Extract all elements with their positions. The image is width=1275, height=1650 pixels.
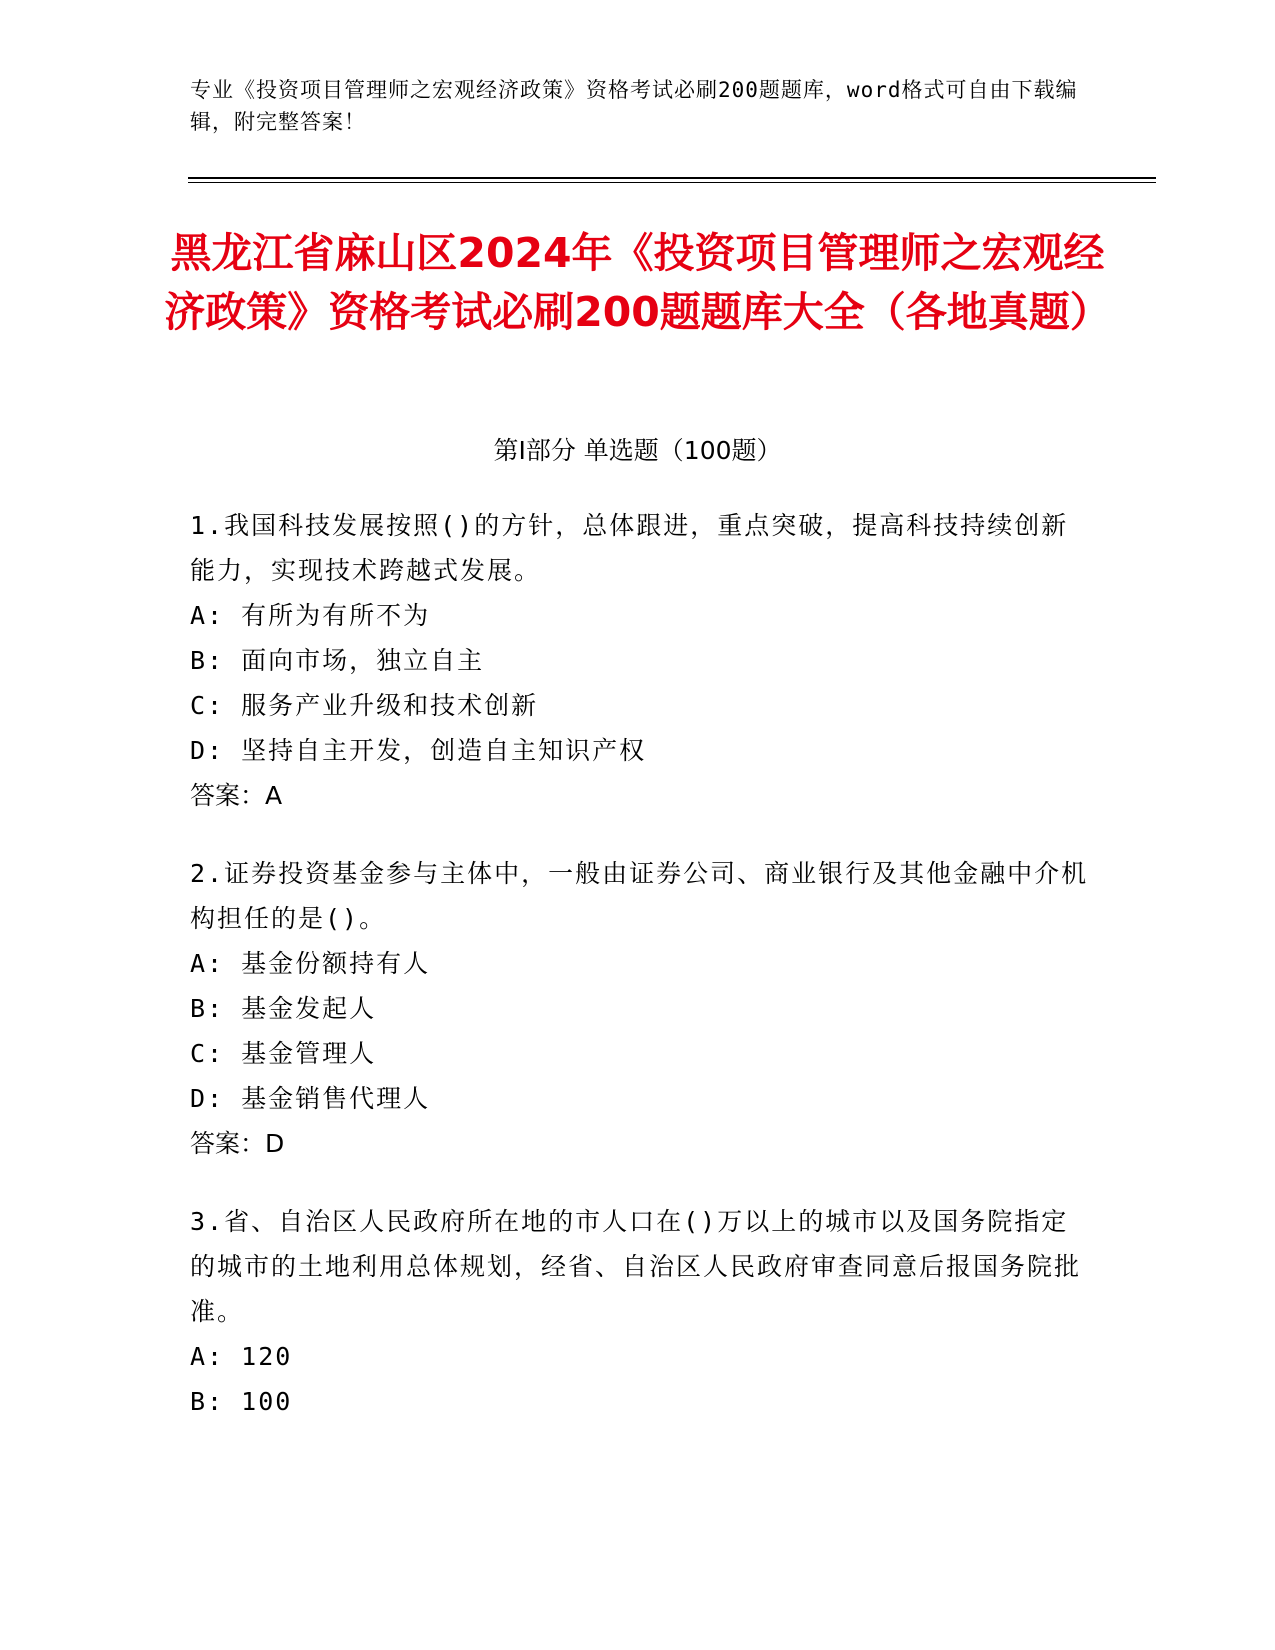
option-d: D: 基金销售代理人 xyxy=(190,1084,431,1113)
answer: 答案：A xyxy=(190,781,283,810)
question-1 xyxy=(190,503,1090,818)
document-title: 黑龙江省麻山区2024年《投资项目管理师之宏观经济政策》资格考试必刷200题题库大全（各地真题） xyxy=(164,229,1111,336)
option-d: D: 坚持自主开发，创造自主知识产权 xyxy=(190,736,647,765)
header-divider-thick xyxy=(188,177,1156,179)
question-text: 3.省、自治区人民政府所在地的市人口在()万以上的城市以及国务院指定的城市的土地利用总体规划，经省、自治区人民政府审查同意后报国务院批准。 xyxy=(190,1207,1082,1326)
option-a: A: 120 xyxy=(190,1342,293,1371)
option-b: B: 100 xyxy=(190,1387,293,1416)
option-b: B: 基金发起人 xyxy=(190,994,377,1023)
question-text: 1.我国科技发展按照()的方针，总体跟进，重点突破，提高科技持续创新能力，实现技术跨越式发展。 xyxy=(190,511,1069,585)
option-a: A: 有所为有所不为 xyxy=(190,601,431,630)
question-2 xyxy=(190,851,1090,1166)
option-c: C: 服务产业升级和技术创新 xyxy=(190,691,539,720)
option-b: B: 面向市场，独立自主 xyxy=(190,646,485,675)
question-3 xyxy=(190,1199,1090,1424)
section-heading: 第I部分 单选题（100题） xyxy=(493,436,782,465)
question-text: 2.证券投资基金参与主体中，一般由证券公司、商业银行及其他金融中介机构担任的是()。 xyxy=(190,859,1089,933)
answer: 答案：D xyxy=(190,1129,285,1158)
option-a: A: 基金份额持有人 xyxy=(190,949,431,978)
header-divider-thin xyxy=(188,182,1156,183)
option-c: C: 基金管理人 xyxy=(190,1039,377,1068)
header-note: 专业《投资项目管理师之宏观经济政策》资格考试必刷200题题库，word格式可自由下载编辑，附完整答案！ xyxy=(190,78,1078,134)
